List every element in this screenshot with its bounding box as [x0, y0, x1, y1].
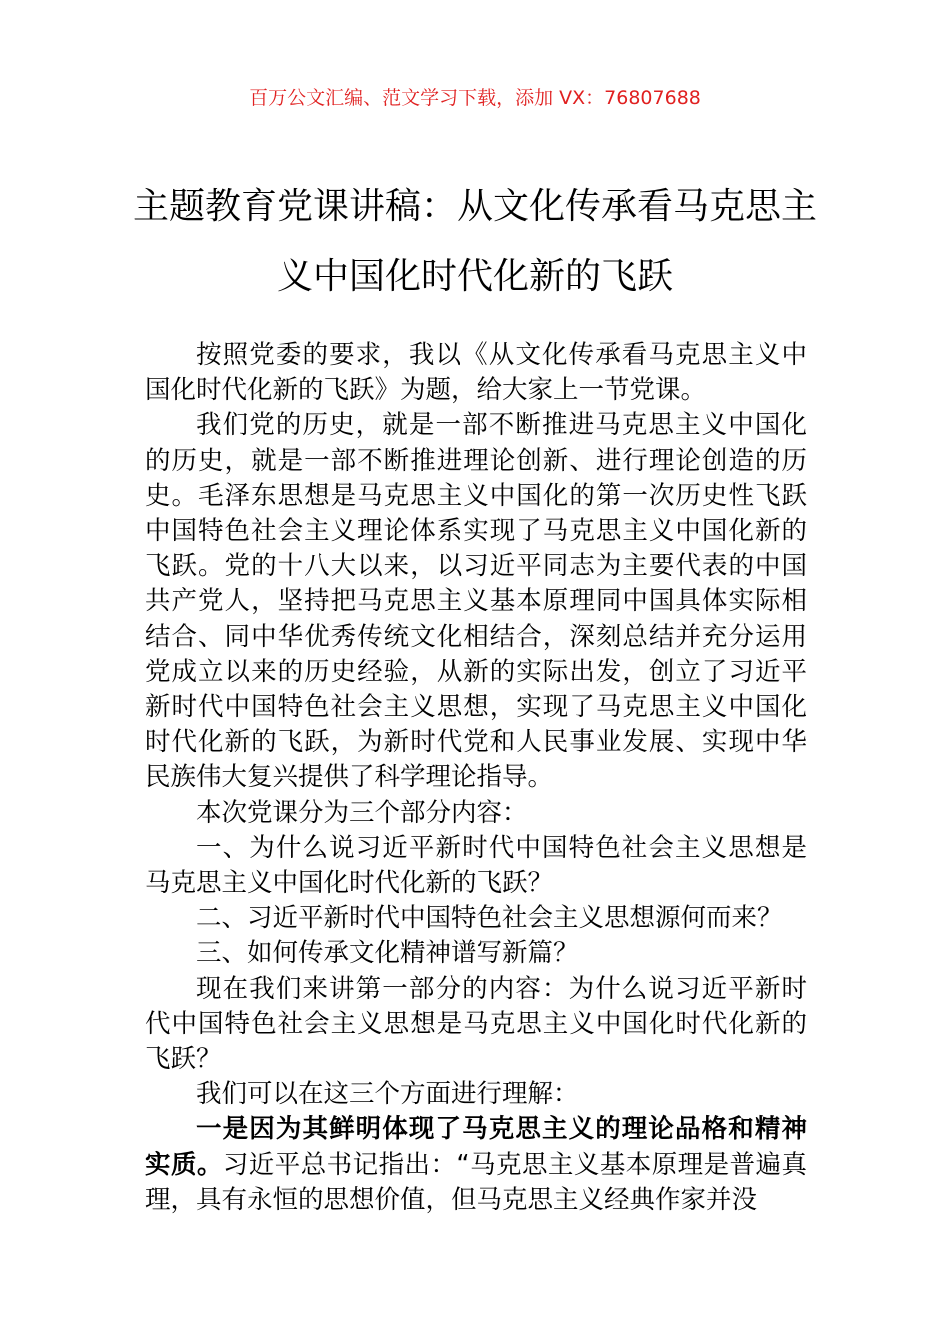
paragraph-outline-intro: 本次党课分为三个部分内容： — [196, 797, 528, 828]
header-note: 百万公文汇编、范文学习下载，添加 VX：76807688 — [249, 87, 701, 109]
page-title: 主题教育党课讲稿：从文化传承看马克思主义中国化时代化新的飞跃 — [132, 186, 817, 297]
document-body — [145, 338, 807, 1218]
paragraph-outline-item-2: 二、习近平新时代中国特色社会主义思想源何而来？ — [196, 903, 783, 934]
paragraph-point-one — [145, 1112, 807, 1218]
paragraph-part-one-intro: 现在我们来讲第一部分的内容：为什么说习近平新时代中国特色社会主义思想是马克思主义中国化时代化新的飞跃？ — [145, 973, 807, 1075]
point-one-text: 习近平总书记指出：“马克思主义基本原理是普遍真理，具有永恒的思想价值，但马克思主义经典作家并没 — [145, 1149, 807, 1215]
paragraph-history: 我们党的历史，就是一部不断推进马克思主义中国化的历史，就是一部不断推进理论创新、进行理论创造的历史。毛泽东思想是马克思主义中国化的第一次历史性飞跃中国特色社会主义理论体系实现了马克思主义中国化新的飞跃。党的十八大以来，以习近平同志为主要代表的中国共产党人，坚持把马克思主义基本原理同中国具体实际相结合、同中华优秀传统文化相结合，深刻总结并充分运用党成立以来的历史经验，从新的实际出发，创立了习近平新时代中国特色社会主义思想，实现了马克思主义中国化时代化新的飞跃，为新时代党和人民事业发展、实现中华民族伟大复兴提供了科学理论指导。 — [145, 410, 807, 793]
paragraph-intro: 按照党委的要求，我以《从文化传承看马克思主义中国化时代化新的飞跃》为题，给大家上一节党课。 — [145, 340, 807, 406]
paragraph-outline-item-3: 三、如何传承文化精神谱写新篇？ — [196, 938, 579, 969]
paragraph-three-aspects: 我们可以在这三个方面进行理解： — [196, 1079, 579, 1110]
paragraph-outline-item-1: 一、为什么说习近平新时代中国特色社会主义思想是马克思主义中国化时代化新的飞跃？ — [145, 832, 807, 899]
point-one-bold-lead: 一是因为其鲜明体现了马克思主义的理论品格和精神实质。 — [145, 1114, 807, 1180]
